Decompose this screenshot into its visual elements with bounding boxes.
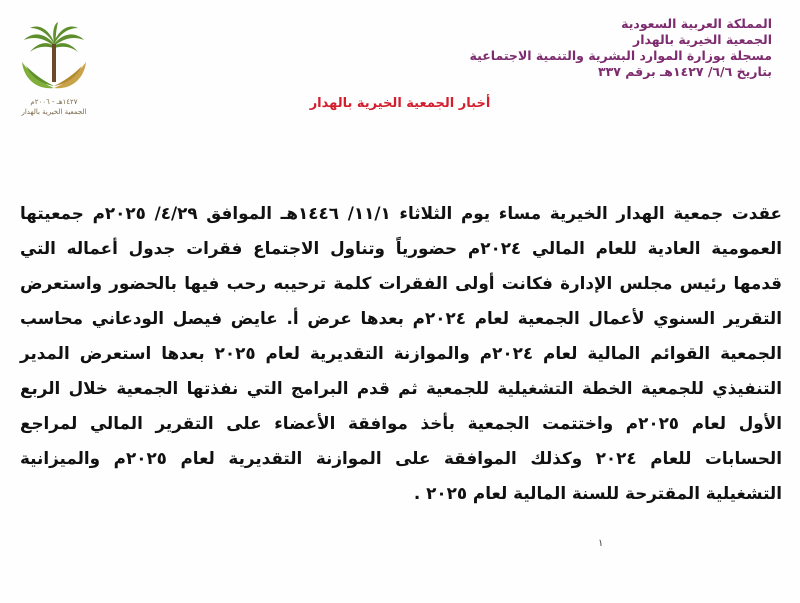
palm-tree-logo-icon bbox=[14, 22, 94, 100]
logo-name-text: الجمعية الخيرية بالهدار bbox=[21, 108, 87, 116]
news-body-paragraph: عقدت جمعية الهدار الخيرية مساء يوم الثلاثاء ١١/١/ ١٤٤٦هـ الموافق ٤/٢٩/ ٢٠٢٥م جمعيتها العمومية العادية للعام المالي ٢٠٢٤م حضورياً وتناول الاجتماع فقرات جدول أعماله التي قدمها رئيس مجلس الإدارة فكانت أولى الفقرات كلمة ترحيبه رحب فيها بالحضور واستعرض التقرير السنوي لأعمال الجمعية لعام ٢٠٢٤م بعدها عرض أ. عايض فيصل الودعاني محاسب الجمعية القوائم المالية لعام ٢٠٢٤م والموازنة التقديرية لعام ٢٠٢٥ بعدها استعرض المدير التنفيذي للجمعية الخطة التشغيلية للجمعية ثم قدم البرامج التي نفذتها الجمعية خلال الربع الأول لعام ٢٠٢٥م واختتمت الجمعية بأخذ موافقة الأعضاء على التقرير المالي لمراجع الحسابات للعام ٢٠٢٤ وكذلك الموافقة على الموازنة التقديرية لعام ٢٠٢٥م والميزانية التشغيلية المقترحة للسنة المالية لعام ٢٠٢٥ . bbox=[20, 203, 782, 503]
letterhead-registration: مسجلة بوزارة الموارد البشرية والتنمية الاجتماعية bbox=[469, 48, 772, 63]
letterhead bbox=[412, 16, 772, 80]
letterhead-country: المملكة العربية السعودية bbox=[621, 16, 772, 31]
logo-year-text: ١٤٢٧هـ - ٢٠٠٦م bbox=[30, 98, 78, 106]
letterhead-organization: الجمعية الخيرية بالهدار bbox=[633, 32, 772, 47]
page-number: ١ bbox=[598, 538, 604, 549]
letterhead-registration-date: بتاريخ ٦/٦/ ١٤٢٧هـ برقم ٣٣٧ bbox=[597, 64, 772, 79]
organization-logo bbox=[14, 22, 94, 122]
news-title: أخبار الجمعية الخيرية بالهدار bbox=[309, 96, 491, 111]
